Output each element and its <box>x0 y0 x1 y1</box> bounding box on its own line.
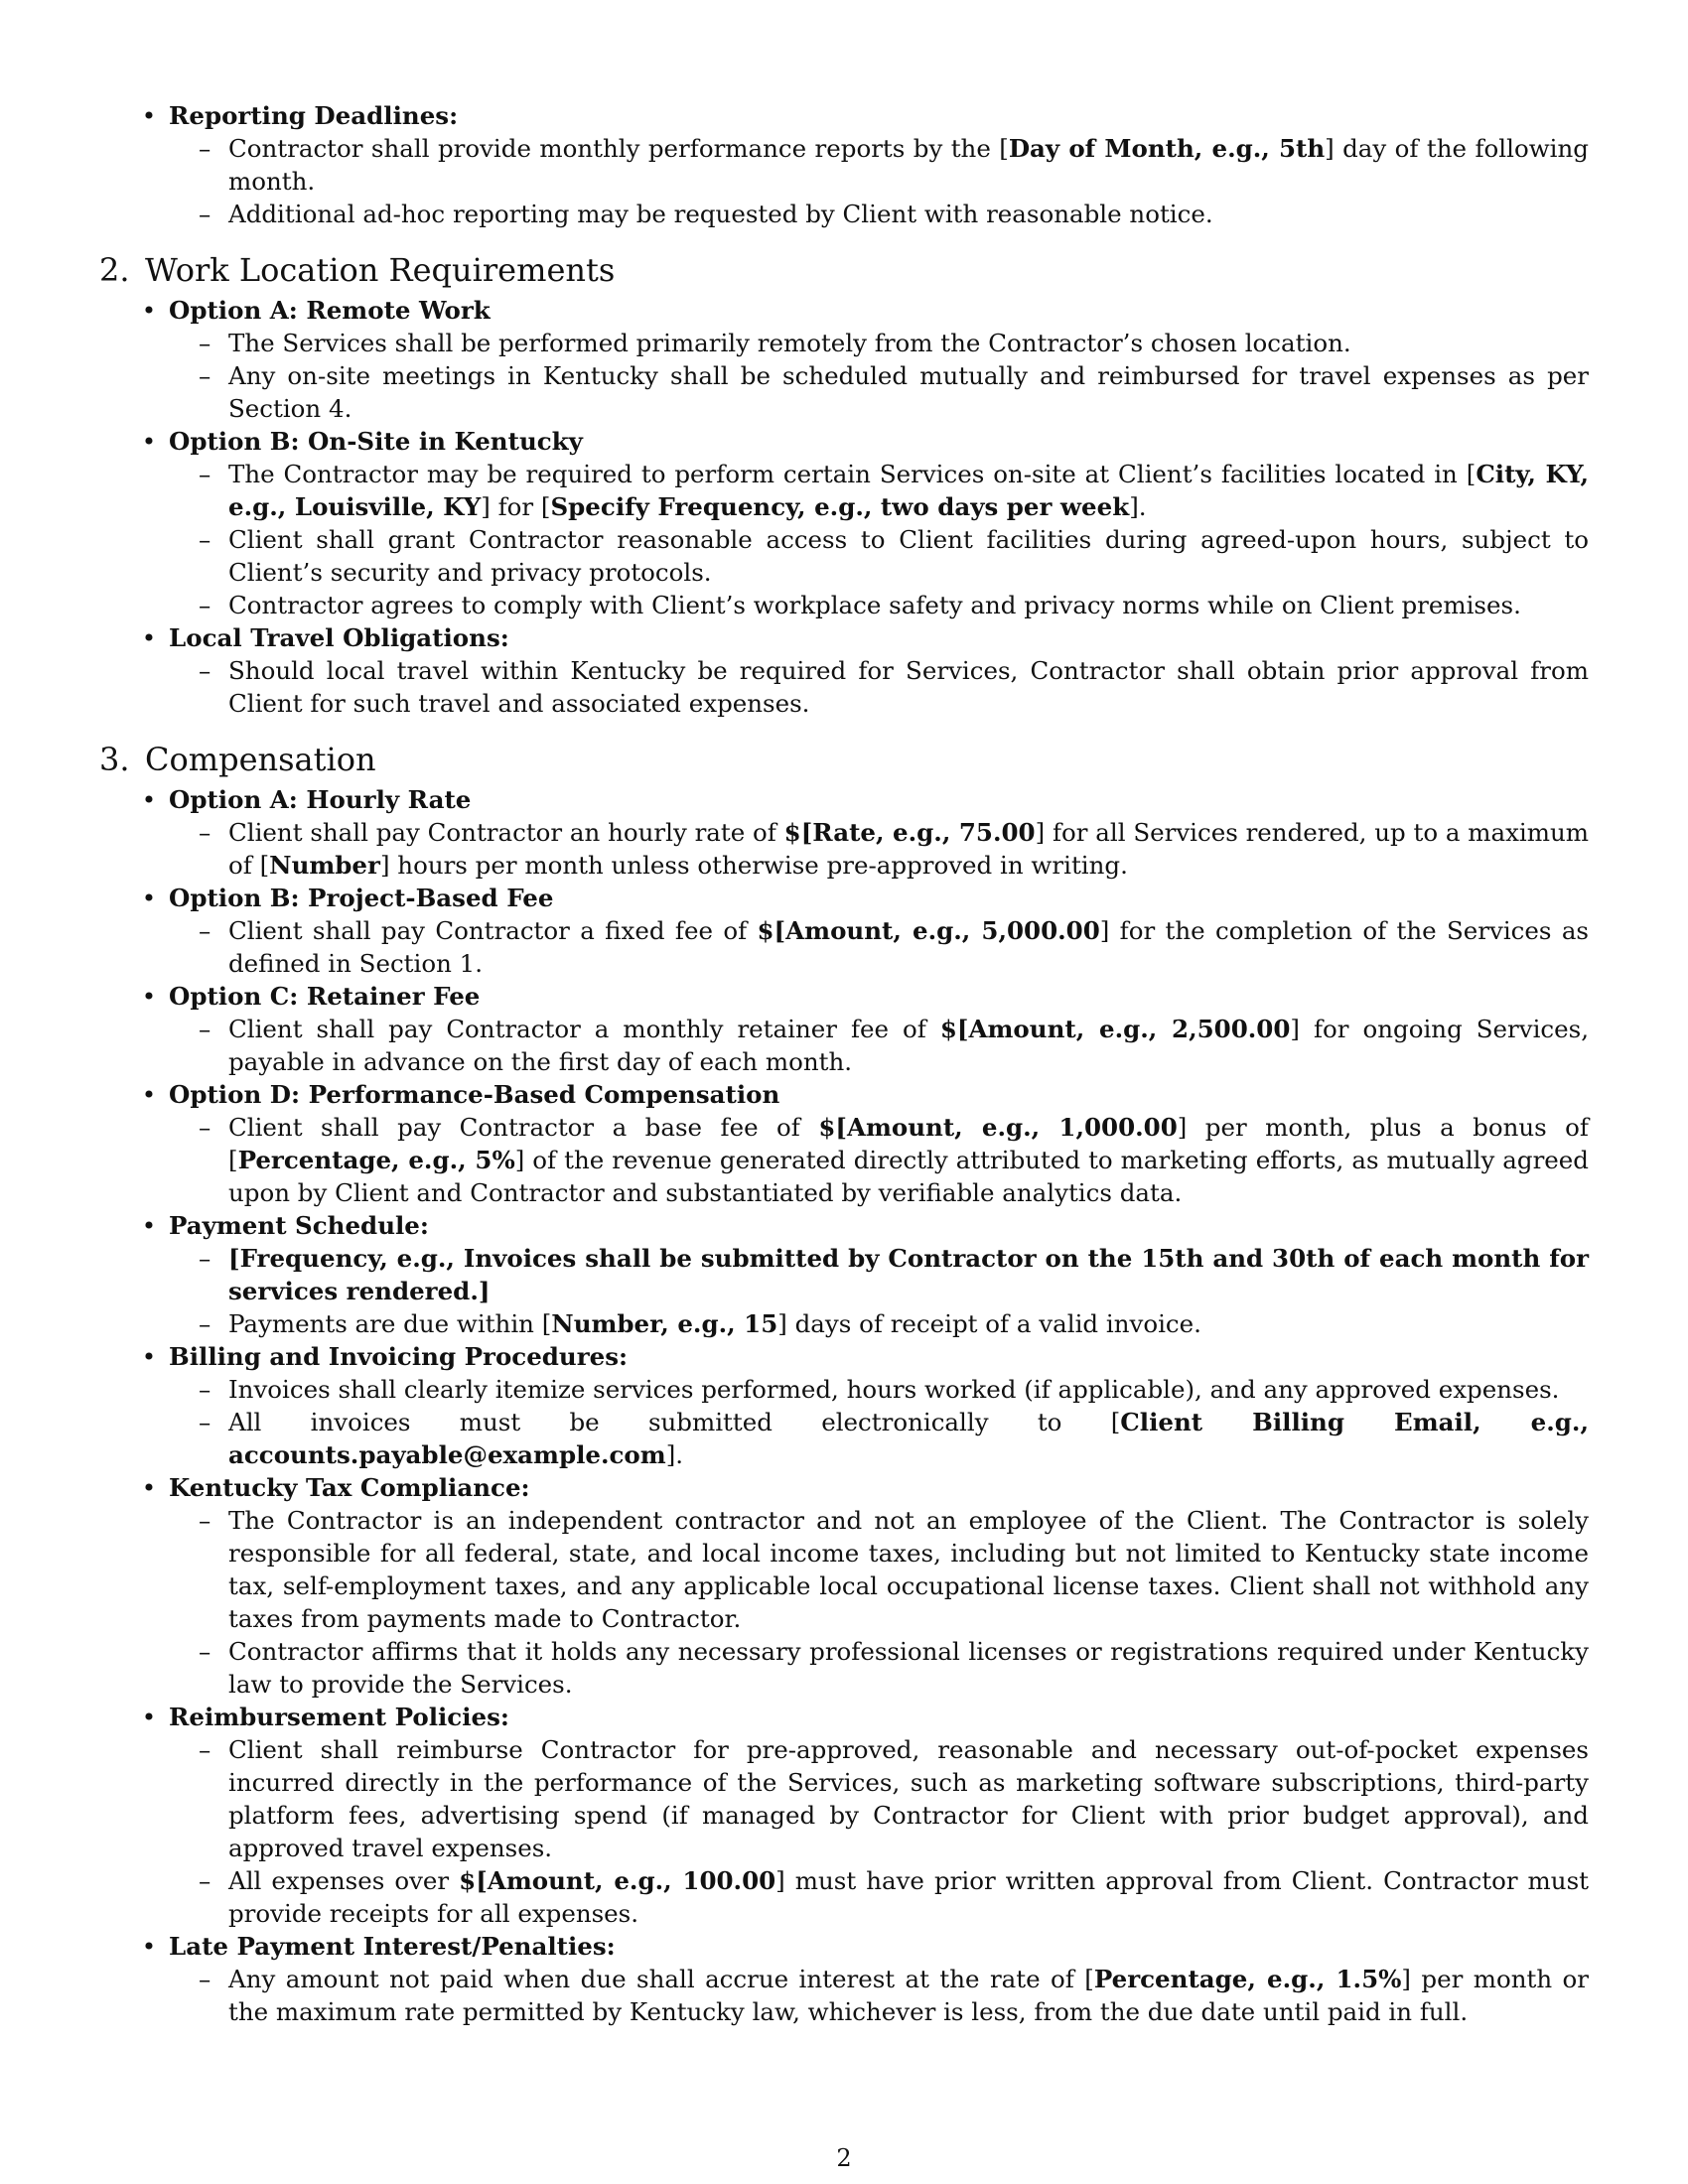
sub-item <box>169 1307 1589 1340</box>
section-3-list <box>99 783 1589 2028</box>
list-item <box>99 621 1589 720</box>
sub-item <box>169 1864 1589 1930</box>
sub-list <box>169 1373 1589 1471</box>
sub-text: ] for all Services rendered, up to a maximum of [ <box>228 818 1589 880</box>
sub-text: Client shall pay Contractor an hourly rate of <box>228 818 784 847</box>
dash-icon: – <box>199 200 211 228</box>
dash-icon: – <box>199 591 211 619</box>
sub-item <box>169 1406 1589 1471</box>
placeholder-field: Percentage, e.g., 1.5% <box>1093 1965 1402 1993</box>
sub-list <box>169 1504 1589 1701</box>
dash-icon: – <box>199 361 211 390</box>
item-heading: Option B: Project-Based Fee <box>169 884 554 912</box>
list-item <box>99 980 1589 1078</box>
sub-text: ] per month or the maximum rate permitted by Kentucky law, whichever is less, from the due date until paid in full. <box>228 1965 1589 2026</box>
dash-icon: – <box>199 1309 211 1338</box>
list-item <box>99 99 1589 230</box>
bullet-icon: • <box>141 785 157 814</box>
sub-text: Client shall reimburse Contractor for pre-approved, reasonable and necessary out-of-pocket expenses incurred directly in the performance of the Services, such as marketing software subscriptions, third-party platform fees, advertising spend (if managed by Contractor for Client with prior budget approval), and approved travel expenses. <box>228 1735 1589 1862</box>
sub-item <box>169 1635 1589 1701</box>
sub-item <box>169 1733 1589 1864</box>
bullet-icon: • <box>141 623 157 652</box>
sub-text: Any on-site meetings in Kentucky shall be scheduled mutually and reimbursed for travel expenses as per Section 4. <box>228 361 1589 423</box>
dash-icon: – <box>199 1113 211 1142</box>
item-heading: Reporting Deadlines: <box>169 101 459 130</box>
sub-text: The Contractor may be required to perform certain Services on-site at Client’s facilities located in [ <box>228 460 1477 488</box>
placeholder-field: [Frequency, e.g., Invoices shall be submitted by Contractor on the 15th and 30th of each month for services rendered.] <box>228 1244 1589 1305</box>
sub-list <box>169 1733 1589 1930</box>
sub-text: Payments are due within [ <box>228 1309 552 1338</box>
bullet-icon: • <box>141 101 157 130</box>
list-item <box>99 882 1589 980</box>
section-2-title: Work Location Requirements <box>145 251 616 289</box>
section-3-heading <box>99 740 1589 779</box>
placeholder-field: City, KY, e.g., Louisville, KY <box>228 460 1589 521</box>
dash-icon: – <box>199 1015 211 1043</box>
sub-text: Invoices shall clearly itemize services performed, hours worked (if applicable), and any approved expenses. <box>228 1375 1560 1404</box>
section-2-list <box>99 294 1589 720</box>
bullet-icon: • <box>141 427 157 456</box>
dash-icon: – <box>199 525 211 554</box>
item-heading: Payment Schedule: <box>169 1211 429 1240</box>
sub-item <box>169 1013 1589 1078</box>
list-item <box>99 1078 1589 1209</box>
placeholder-field: $[Rate, e.g., 75.00 <box>783 818 1036 847</box>
sub-item <box>169 359 1589 425</box>
sub-list <box>169 1013 1589 1078</box>
sub-list <box>169 458 1589 621</box>
bullet-icon: • <box>141 296 157 325</box>
dash-icon: – <box>199 818 211 847</box>
sub-text: Any amount not paid when due shall accrue interest at the rate of [ <box>228 1965 1094 1993</box>
dash-icon: – <box>199 1637 211 1666</box>
sub-text: ] hours per month unless otherwise pre-approved in writing. <box>379 851 1128 880</box>
sub-text: Contractor agrees to comply with Client’s workplace safety and privacy norms while on Client premises. <box>228 591 1521 619</box>
sub-text: Contractor affirms that it holds any necessary professional licenses or registrations required under Kentucky law to provide the Services. <box>228 1637 1589 1699</box>
sub-item <box>169 1504 1589 1635</box>
placeholder-field: Number, e.g., 15 <box>551 1309 778 1338</box>
sub-text: ]. <box>665 1440 684 1469</box>
sub-text: ] day of the following month. <box>228 134 1589 196</box>
list-item <box>99 1209 1589 1340</box>
list-item <box>99 1701 1589 1930</box>
list-item <box>99 1471 1589 1701</box>
item-heading: Option B: On-Site in Kentucky <box>169 427 583 456</box>
dash-icon: – <box>199 1408 211 1436</box>
dash-icon: – <box>199 656 211 685</box>
bullet-icon: • <box>141 1703 157 1731</box>
bullet-icon: • <box>141 1342 157 1371</box>
bullet-icon: • <box>141 1473 157 1502</box>
sub-text: Client shall pay Contractor a fixed fee of <box>228 916 758 945</box>
sub-list <box>169 816 1589 882</box>
sub-list <box>169 654 1589 720</box>
sub-item <box>169 132 1589 198</box>
sub-item <box>169 654 1589 720</box>
item-heading: Local Travel Obligations: <box>169 623 509 652</box>
bullet-icon: • <box>141 1932 157 1961</box>
sub-item <box>169 198 1589 230</box>
sub-text: ] days of receipt of a valid invoice. <box>777 1309 1201 1338</box>
bullet-icon: • <box>141 884 157 912</box>
top-list <box>99 99 1589 230</box>
list-item <box>99 1340 1589 1471</box>
dash-icon: – <box>199 1506 211 1535</box>
sub-list <box>169 1111 1589 1209</box>
sub-text: Client shall pay Contractor a base fee of <box>228 1113 819 1142</box>
placeholder-field: Day of Month, e.g., 5th <box>1008 134 1326 163</box>
sub-item <box>169 1373 1589 1406</box>
bullet-icon: • <box>141 982 157 1011</box>
sub-text: ] of the revenue generated directly attributed to marketing efforts, as mutually agreed upon by Client and Contractor and substantiated by verifiable analytics data. <box>228 1146 1589 1207</box>
item-heading: Option C: Retainer Fee <box>169 982 481 1011</box>
sub-text: Client shall pay Contractor a monthly retainer fee of <box>228 1015 940 1043</box>
sub-item <box>169 816 1589 882</box>
sub-item <box>169 1963 1589 2028</box>
placeholder-field: Percentage, e.g., 5% <box>237 1146 515 1174</box>
item-heading: Option A: Hourly Rate <box>169 785 472 814</box>
page-number: 2 <box>836 2144 852 2172</box>
sub-text: ] per month, plus a bonus of [ <box>228 1113 1589 1174</box>
section-3-title: Compensation <box>145 741 376 778</box>
sub-text: Additional ad-hoc reporting may be requested by Client with reasonable notice. <box>228 200 1213 228</box>
bullet-icon: • <box>141 1080 157 1109</box>
sub-item <box>169 523 1589 589</box>
dash-icon: – <box>199 460 211 488</box>
dash-icon: – <box>199 1244 211 1273</box>
sub-text: Client shall grant Contractor reasonable access to Client facilities during agreed-upon hours, subject to Client’s security and privacy protocols. <box>228 525 1589 587</box>
list-item <box>99 294 1589 425</box>
sub-item <box>169 1111 1589 1209</box>
list-item <box>99 425 1589 621</box>
sub-text: All invoices must be submitted electronically to [ <box>228 1408 1121 1436</box>
sub-item <box>169 589 1589 621</box>
sub-text: ]. <box>1129 492 1147 521</box>
sub-text: ] must have prior written approval from Client. Contractor must provide receipts for all expenses. <box>228 1866 1589 1928</box>
sub-text: ] for [ <box>481 492 551 521</box>
item-heading: Reimbursement Policies: <box>169 1703 509 1731</box>
sub-list <box>169 132 1589 230</box>
sub-text: The Services shall be performed primarily remotely from the Contractor’s chosen location. <box>228 329 1351 357</box>
sub-text: The Contractor is an independent contractor and not an employee of the Client. The Contractor is solely responsible for all federal, state, and local income taxes, including but not limited to Kentucky state income tax, self-employment taxes, and any applicable local occupational license taxes. Client shall not withhold any taxes from payments made to Contractor. <box>228 1506 1589 1633</box>
list-item <box>99 1930 1589 2028</box>
sub-text: Contractor shall provide monthly performance reports by the [ <box>228 134 1009 163</box>
sub-item <box>169 327 1589 359</box>
bullet-icon: • <box>141 1211 157 1240</box>
placeholder-field: $[Amount, e.g., 5,000.00 <box>757 916 1100 945</box>
item-heading: Option A: Remote Work <box>169 296 491 325</box>
placeholder-field: $[Amount, e.g., 100.00 <box>459 1866 776 1895</box>
item-heading: Late Payment Interest/Penalties: <box>169 1932 616 1961</box>
sub-item <box>169 458 1589 523</box>
section-2-number: 2. <box>99 251 130 289</box>
placeholder-field: $[Amount, e.g., 1,000.00 <box>818 1113 1178 1142</box>
section-3-number: 3. <box>99 741 130 778</box>
item-heading: Kentucky Tax Compliance: <box>169 1473 530 1502</box>
dash-icon: – <box>199 1375 211 1404</box>
sub-text: All expenses over <box>228 1866 460 1895</box>
dash-icon: – <box>199 1965 211 1993</box>
section-2-heading <box>99 250 1589 290</box>
placeholder-field: Number <box>269 851 380 880</box>
sub-list <box>169 1242 1589 1340</box>
list-item <box>99 783 1589 882</box>
sub-list <box>169 327 1589 425</box>
sub-item <box>169 914 1589 980</box>
placeholder-field: Client Billing Email, e.g., accounts.payable@example.com <box>228 1408 1589 1469</box>
placeholder-field: $[Amount, e.g., 2,500.00 <box>939 1015 1291 1043</box>
dash-icon: – <box>199 329 211 357</box>
sub-item <box>169 1242 1589 1307</box>
sub-text: Should local travel within Kentucky be required for Services, Contractor shall obtain prior approval from Client for such travel and associated expenses. <box>228 656 1589 718</box>
placeholder-field: Specify Frequency, e.g., two days per week <box>550 492 1130 521</box>
item-heading: Billing and Invoicing Procedures: <box>169 1342 629 1371</box>
page-content <box>99 99 1589 2028</box>
dash-icon: – <box>199 134 211 163</box>
item-heading: Option D: Performance-Based Compensation <box>169 1080 780 1109</box>
dash-icon: – <box>199 1735 211 1764</box>
sub-list <box>169 914 1589 980</box>
sub-text: ] for the completion of the Services as defined in Section 1. <box>228 916 1590 978</box>
sub-text: ] for ongoing Services, payable in advance on the first day of each month. <box>228 1015 1590 1076</box>
dash-icon: – <box>199 916 211 945</box>
sub-list <box>169 1963 1589 2028</box>
dash-icon: – <box>199 1866 211 1895</box>
